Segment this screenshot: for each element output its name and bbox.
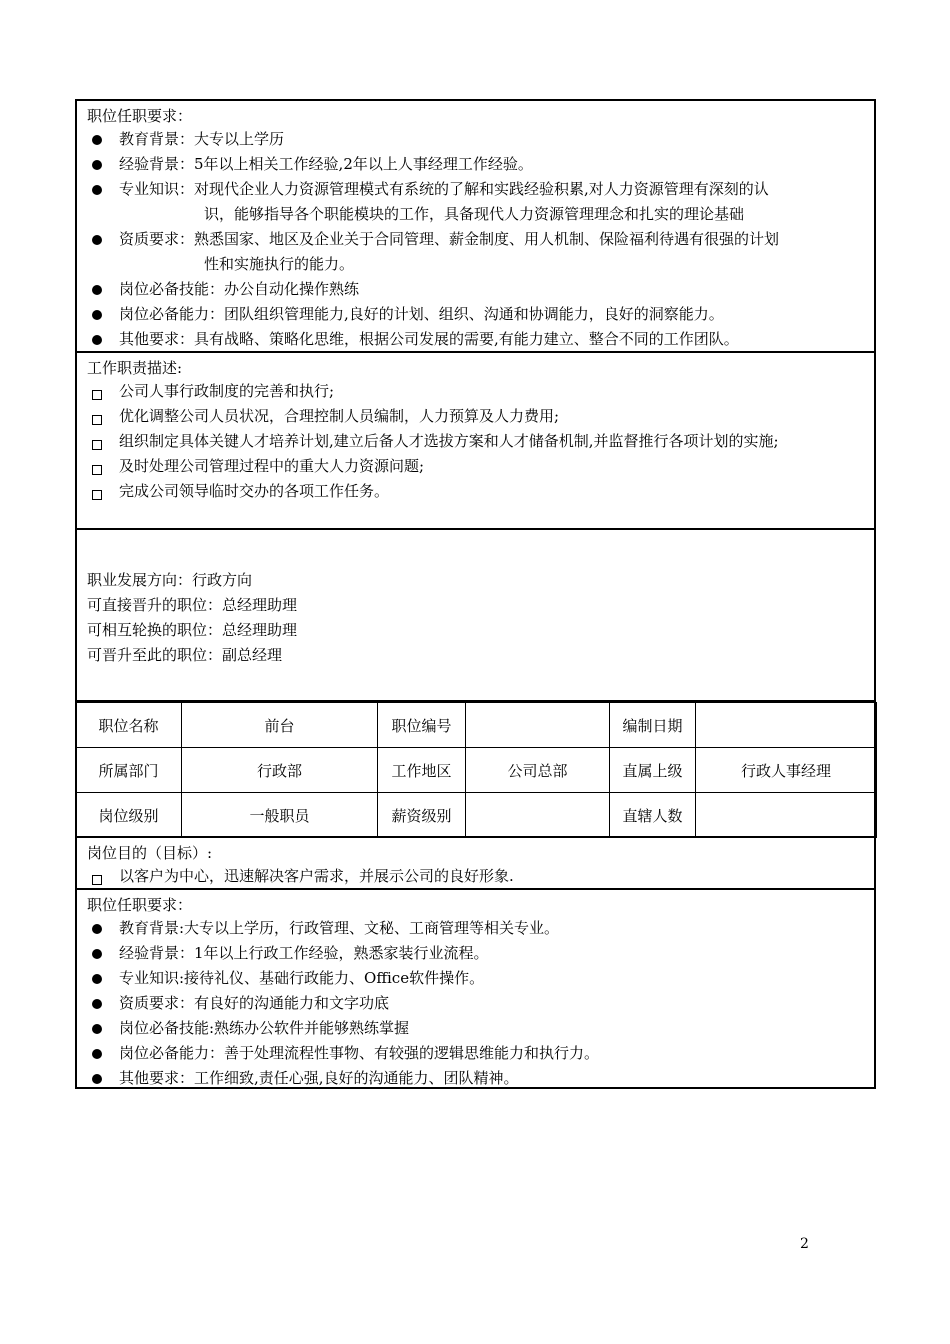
list-item: 专业知识：对现代企业人力资源管理模式有系统的了解和实践经验积累,对人力资源管理有深刻的认 识，能够指导各个职能模块的工作，具备现代人力资源管理理念和扎实的理论基础 bbox=[77, 177, 874, 227]
table-row bbox=[76, 748, 877, 793]
checkbox-square-icon bbox=[87, 479, 107, 504]
table-cell: 一般职员 bbox=[182, 793, 378, 838]
list-item: 教育背景：大专以上学历 bbox=[77, 127, 874, 152]
duties-list bbox=[77, 379, 874, 504]
bullet-icon bbox=[87, 1066, 107, 1091]
table-cell: 编制日期 bbox=[610, 703, 696, 748]
list-item: 岗位必备技能:熟练办公软件并能够熟练掌握 bbox=[77, 1016, 874, 1041]
list-item: 专业知识:接待礼仪、基础行政能力、Office软件操作。 bbox=[77, 966, 874, 991]
table-cell: 职位编号 bbox=[378, 703, 466, 748]
list-item: 资质要求：有良好的沟通能力和文字功底 bbox=[77, 991, 874, 1016]
checkbox-square-icon bbox=[87, 379, 107, 404]
list-item: 岗位必备能力：善于处理流程性事物、有较强的逻辑思维能力和执行力。 bbox=[77, 1041, 874, 1066]
table-cell: 职位名称 bbox=[76, 703, 182, 748]
table-row bbox=[76, 703, 877, 748]
table-cell: 直辖人数 bbox=[610, 793, 696, 838]
requirements-section-2 bbox=[75, 888, 876, 1089]
bullet-icon bbox=[87, 152, 107, 177]
table-cell: 行政部 bbox=[182, 748, 378, 793]
document-sheet bbox=[75, 99, 876, 1089]
bullet-icon bbox=[87, 302, 107, 327]
section-heading: 工作职责描述: bbox=[87, 359, 183, 377]
list-item: 以客户为中心，迅速解决客户需求，并展示公司的良好形象. bbox=[77, 864, 874, 889]
requirements-list bbox=[77, 127, 874, 352]
bullet-icon bbox=[87, 1041, 107, 1066]
table-cell: 工作地区 bbox=[378, 748, 466, 793]
list-item: 经验背景：5年以上相关工作经验,2年以上人事经理工作经验。 bbox=[77, 152, 874, 177]
requirements-list bbox=[77, 916, 874, 1091]
list-item: 其他要求：工作细致,责任心强,良好的沟通能力、团队精神。 bbox=[77, 1066, 874, 1091]
bullet-icon bbox=[87, 916, 107, 941]
table-cell: 所属部门 bbox=[76, 748, 182, 793]
bullet-icon bbox=[87, 966, 107, 991]
table-cell: 岗位级别 bbox=[76, 793, 182, 838]
list-item: 优化调整公司人员状况，合理控制人员编制，人力预算及人力费用; bbox=[77, 404, 874, 429]
list-item: 公司人事行政制度的完善和执行; bbox=[77, 379, 874, 404]
bullet-icon bbox=[87, 227, 107, 252]
bullet-icon bbox=[87, 277, 107, 302]
table-cell bbox=[696, 703, 877, 748]
bullet-icon bbox=[87, 177, 107, 202]
position-info-table bbox=[75, 702, 877, 838]
info-table-section bbox=[75, 700, 876, 836]
promotion-source: 可晋升至此的职位：副总经理 bbox=[87, 646, 283, 664]
table-cell: 薪资级别 bbox=[378, 793, 466, 838]
table-cell: 直属上级 bbox=[610, 748, 696, 793]
table-cell bbox=[696, 793, 877, 838]
section-heading: 职位任职要求： bbox=[87, 896, 193, 914]
checkbox-square-icon bbox=[87, 454, 107, 479]
purpose-section bbox=[75, 836, 876, 888]
requirements-section-1 bbox=[75, 99, 876, 351]
checkbox-square-icon bbox=[87, 404, 107, 429]
table-cell: 行政人事经理 bbox=[696, 748, 877, 793]
table-cell: 前台 bbox=[182, 703, 378, 748]
bullet-icon bbox=[87, 991, 107, 1016]
list-item: 岗位必备技能：办公自动化操作熟练 bbox=[77, 277, 874, 302]
bullet-icon bbox=[87, 327, 107, 352]
checkbox-square-icon bbox=[87, 429, 107, 454]
table-cell bbox=[466, 703, 610, 748]
duties-section bbox=[75, 351, 876, 528]
career-direction: 职业发展方向：行政方向 bbox=[87, 571, 253, 589]
list-item: 及时处理公司管理过程中的重大人力资源问题; bbox=[77, 454, 874, 479]
table-row bbox=[76, 793, 877, 838]
section-heading: 职位任职要求： bbox=[87, 107, 193, 125]
list-item: 其他要求：具有战略、策略化思维，根据公司发展的需要,有能力建立、整合不同的工作团队。 bbox=[77, 327, 874, 352]
promotion-target: 可直接晋升的职位：总经理助理 bbox=[87, 596, 298, 614]
checkbox-square-icon bbox=[87, 864, 107, 889]
list-item: 经验背景：1年以上行政工作经验，熟悉家装行业流程。 bbox=[77, 941, 874, 966]
list-item: 岗位必备能力：团队组织管理能力,良好的计划、组织、沟通和协调能力，良好的洞察能力。 bbox=[77, 302, 874, 327]
bullet-icon bbox=[87, 1016, 107, 1041]
bullet-icon bbox=[87, 941, 107, 966]
bullet-icon bbox=[87, 127, 107, 152]
list-item: 组织制定具体关键人才培养计划,建立后备人才选拔方案和人才储备机制,并监督推行各项计划的实施; bbox=[77, 429, 874, 454]
list-item: 资质要求：熟悉国家、地区及企业关于合同管理、薪金制度、用人机制、保险福利待遇有很强的计划 性和实施执行的能力。 bbox=[77, 227, 874, 277]
table-cell: 公司总部 bbox=[466, 748, 610, 793]
list-item: 完成公司领导临时交办的各项工作任务。 bbox=[77, 479, 874, 504]
career-section bbox=[75, 528, 876, 700]
table-cell bbox=[466, 793, 610, 838]
list-item: 教育背景:大专以上学历，行政管理、文秘、工商管理等相关专业。 bbox=[77, 916, 874, 941]
rotation-target: 可相互轮换的职位：总经理助理 bbox=[87, 621, 298, 639]
section-heading: 岗位目的（目标）: bbox=[87, 844, 213, 862]
page-number: 2 bbox=[800, 1236, 809, 1252]
